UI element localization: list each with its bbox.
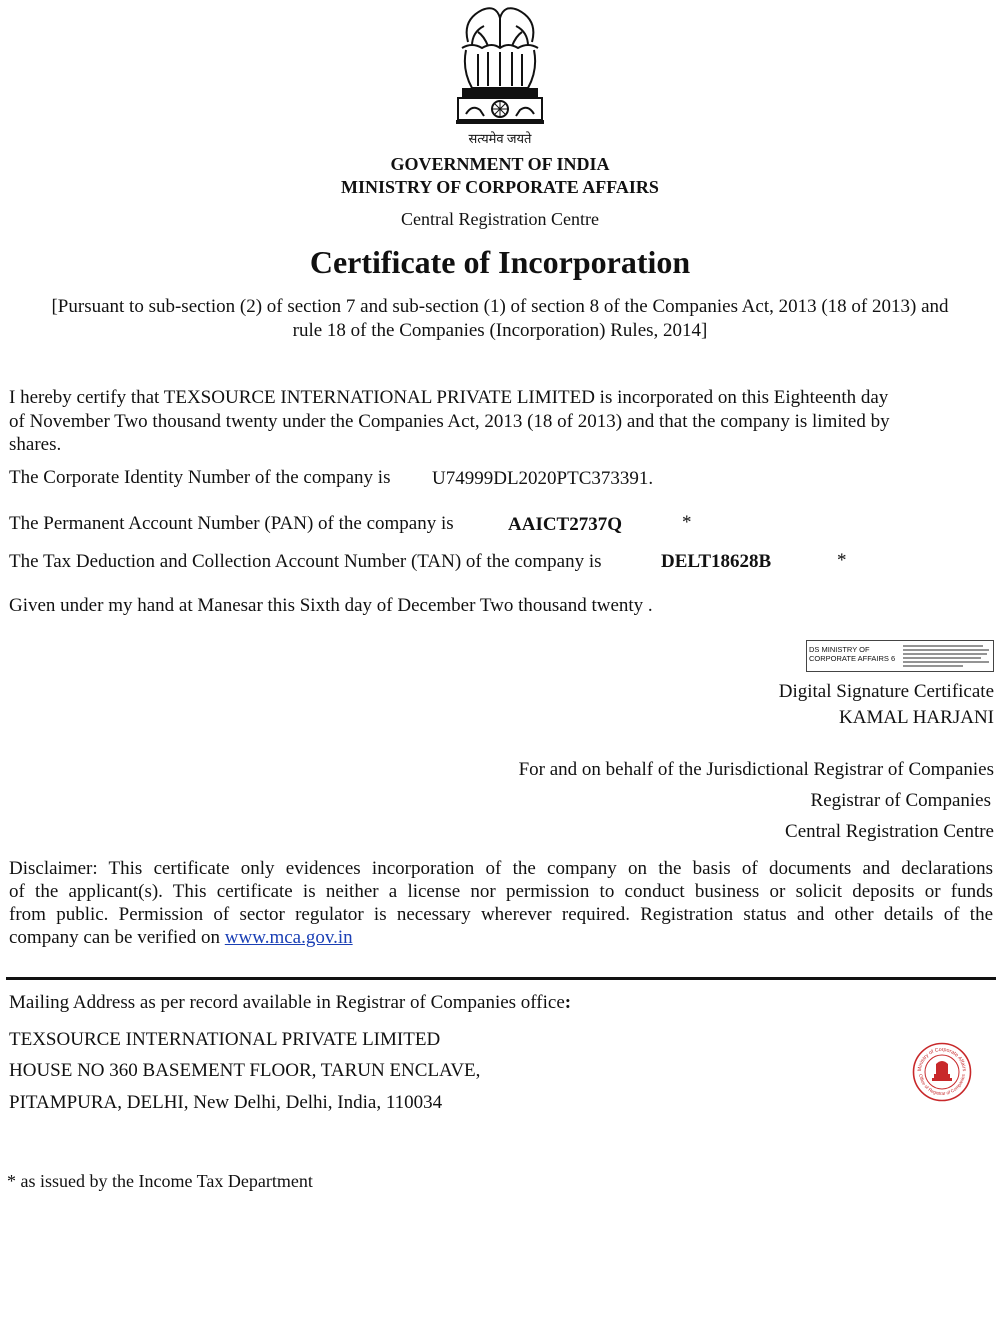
certify-line-2: of November Two thousand twenty under the Companies Act, 2013 (18 of 2013) and that the company is limited by: [9, 411, 890, 432]
government-heading: GOVERNMENT OF INDIA: [390, 154, 610, 174]
cin-value: U74999DL2020PTC373391.: [432, 468, 654, 489]
footnote-text: as issued by the Income Tax Department: [20, 1171, 313, 1191]
footnote-asterisk: *: [7, 1171, 16, 1191]
pursuant-line-2: rule 18 of the Companies (Incorporation) Rules, 2014]: [292, 320, 708, 341]
disclaimer-line-1: Disclaimer: This certificate only evidences incorporation of the company on the basis of documents and declarations: [9, 858, 993, 879]
registrar-role: Registrar of Companies: [810, 790, 991, 811]
disclaimer-verify-text: company can be verified on: [9, 927, 221, 948]
signature-box-line-2: CORPORATE AFFAIRS 6: [809, 654, 896, 663]
mailing-heading-colon: :: [564, 992, 572, 1013]
seal-bottom-text: Office of Registrar of Companies: [918, 1073, 966, 1097]
mca-website-link[interactable]: www.mca.gov.in: [224, 927, 353, 948]
digital-signature-label: Digital Signature Certificate: [778, 681, 994, 702]
mailing-heading: [9, 991, 571, 1014]
certify-line-1: I hereby certify that TEXSOURCE INTERNATIONAL PRIVATE LIMITED is incorporated on this Eighteenth day: [9, 387, 889, 408]
disclaimer-line-3: from public. Permission of sector regulator is necessary wherever required. Registration status and other details of the: [9, 904, 993, 925]
address-line-3: PITAMPURA, DELHI, New Delhi, Delhi, India, 110034: [9, 1092, 443, 1113]
signature-box-line-1: DS MINISTRY OF: [809, 645, 870, 654]
signer-name: KAMAL HARJANI: [839, 707, 994, 728]
disclaimer-line-2: of the applicant(s). This certificate is neither a license nor permission to conduct business or solicit deposits or funds: [9, 881, 993, 902]
pursuant-line-1: [Pursuant to sub-section (2) of section 7 and sub-section (1) of section 8 of the Companies Act, 2013 (18 of 2013) and: [51, 296, 949, 317]
emblem-motto: सत्यमेव जयते: [468, 131, 532, 146]
address-line-2: HOUSE NO 360 BASEMENT FLOOR, TARUN ENCLAVE,: [9, 1060, 481, 1081]
tan-label: The Tax Deduction and Collection Account Number (TAN) of the company is: [9, 551, 602, 572]
certify-line-3: shares.: [9, 434, 62, 455]
page-title: Certificate of Incorporation: [309, 244, 691, 280]
given-under-hand-line: Given under my hand at Manesar this Sixth day of December Two thousand twenty .: [9, 595, 653, 616]
section-divider: [6, 977, 996, 980]
mailing-heading-text: Mailing Address as per record available in Registrar of Companies office: [9, 992, 565, 1013]
tan-asterisk: *: [837, 550, 847, 571]
registrar-office: Central Registration Centre: [785, 821, 994, 842]
registrar-seal-icon: [912, 1042, 972, 1102]
pan-asterisk: *: [682, 512, 692, 533]
tan-value: DELT18628B: [661, 551, 772, 572]
address-line-1: TEXSOURCE INTERNATIONAL PRIVATE LIMITED: [9, 1029, 441, 1050]
registration-centre-heading: Central Registration Centre: [401, 209, 599, 229]
signature-fine-print-icon: [903, 643, 991, 669]
pan-value: AAICT2737Q: [508, 514, 623, 535]
disclaimer-line-4: [9, 926, 993, 949]
on-behalf-line: For and on behalf of the Jurisdictional Registrar of Companies: [518, 759, 994, 780]
pan-label: The Permanent Account Number (PAN) of the company is: [9, 513, 454, 534]
cin-label: The Corporate Identity Number of the company is: [9, 467, 391, 488]
seal-top-text: Ministry of Corporate Affairs: [916, 1046, 968, 1072]
ministry-heading: MINISTRY OF CORPORATE AFFAIRS: [341, 177, 659, 197]
national-emblem-icon: [448, 2, 552, 136]
footnote: [7, 1170, 313, 1192]
disclaimer: [9, 857, 993, 949]
digital-signature-box: [806, 640, 994, 672]
